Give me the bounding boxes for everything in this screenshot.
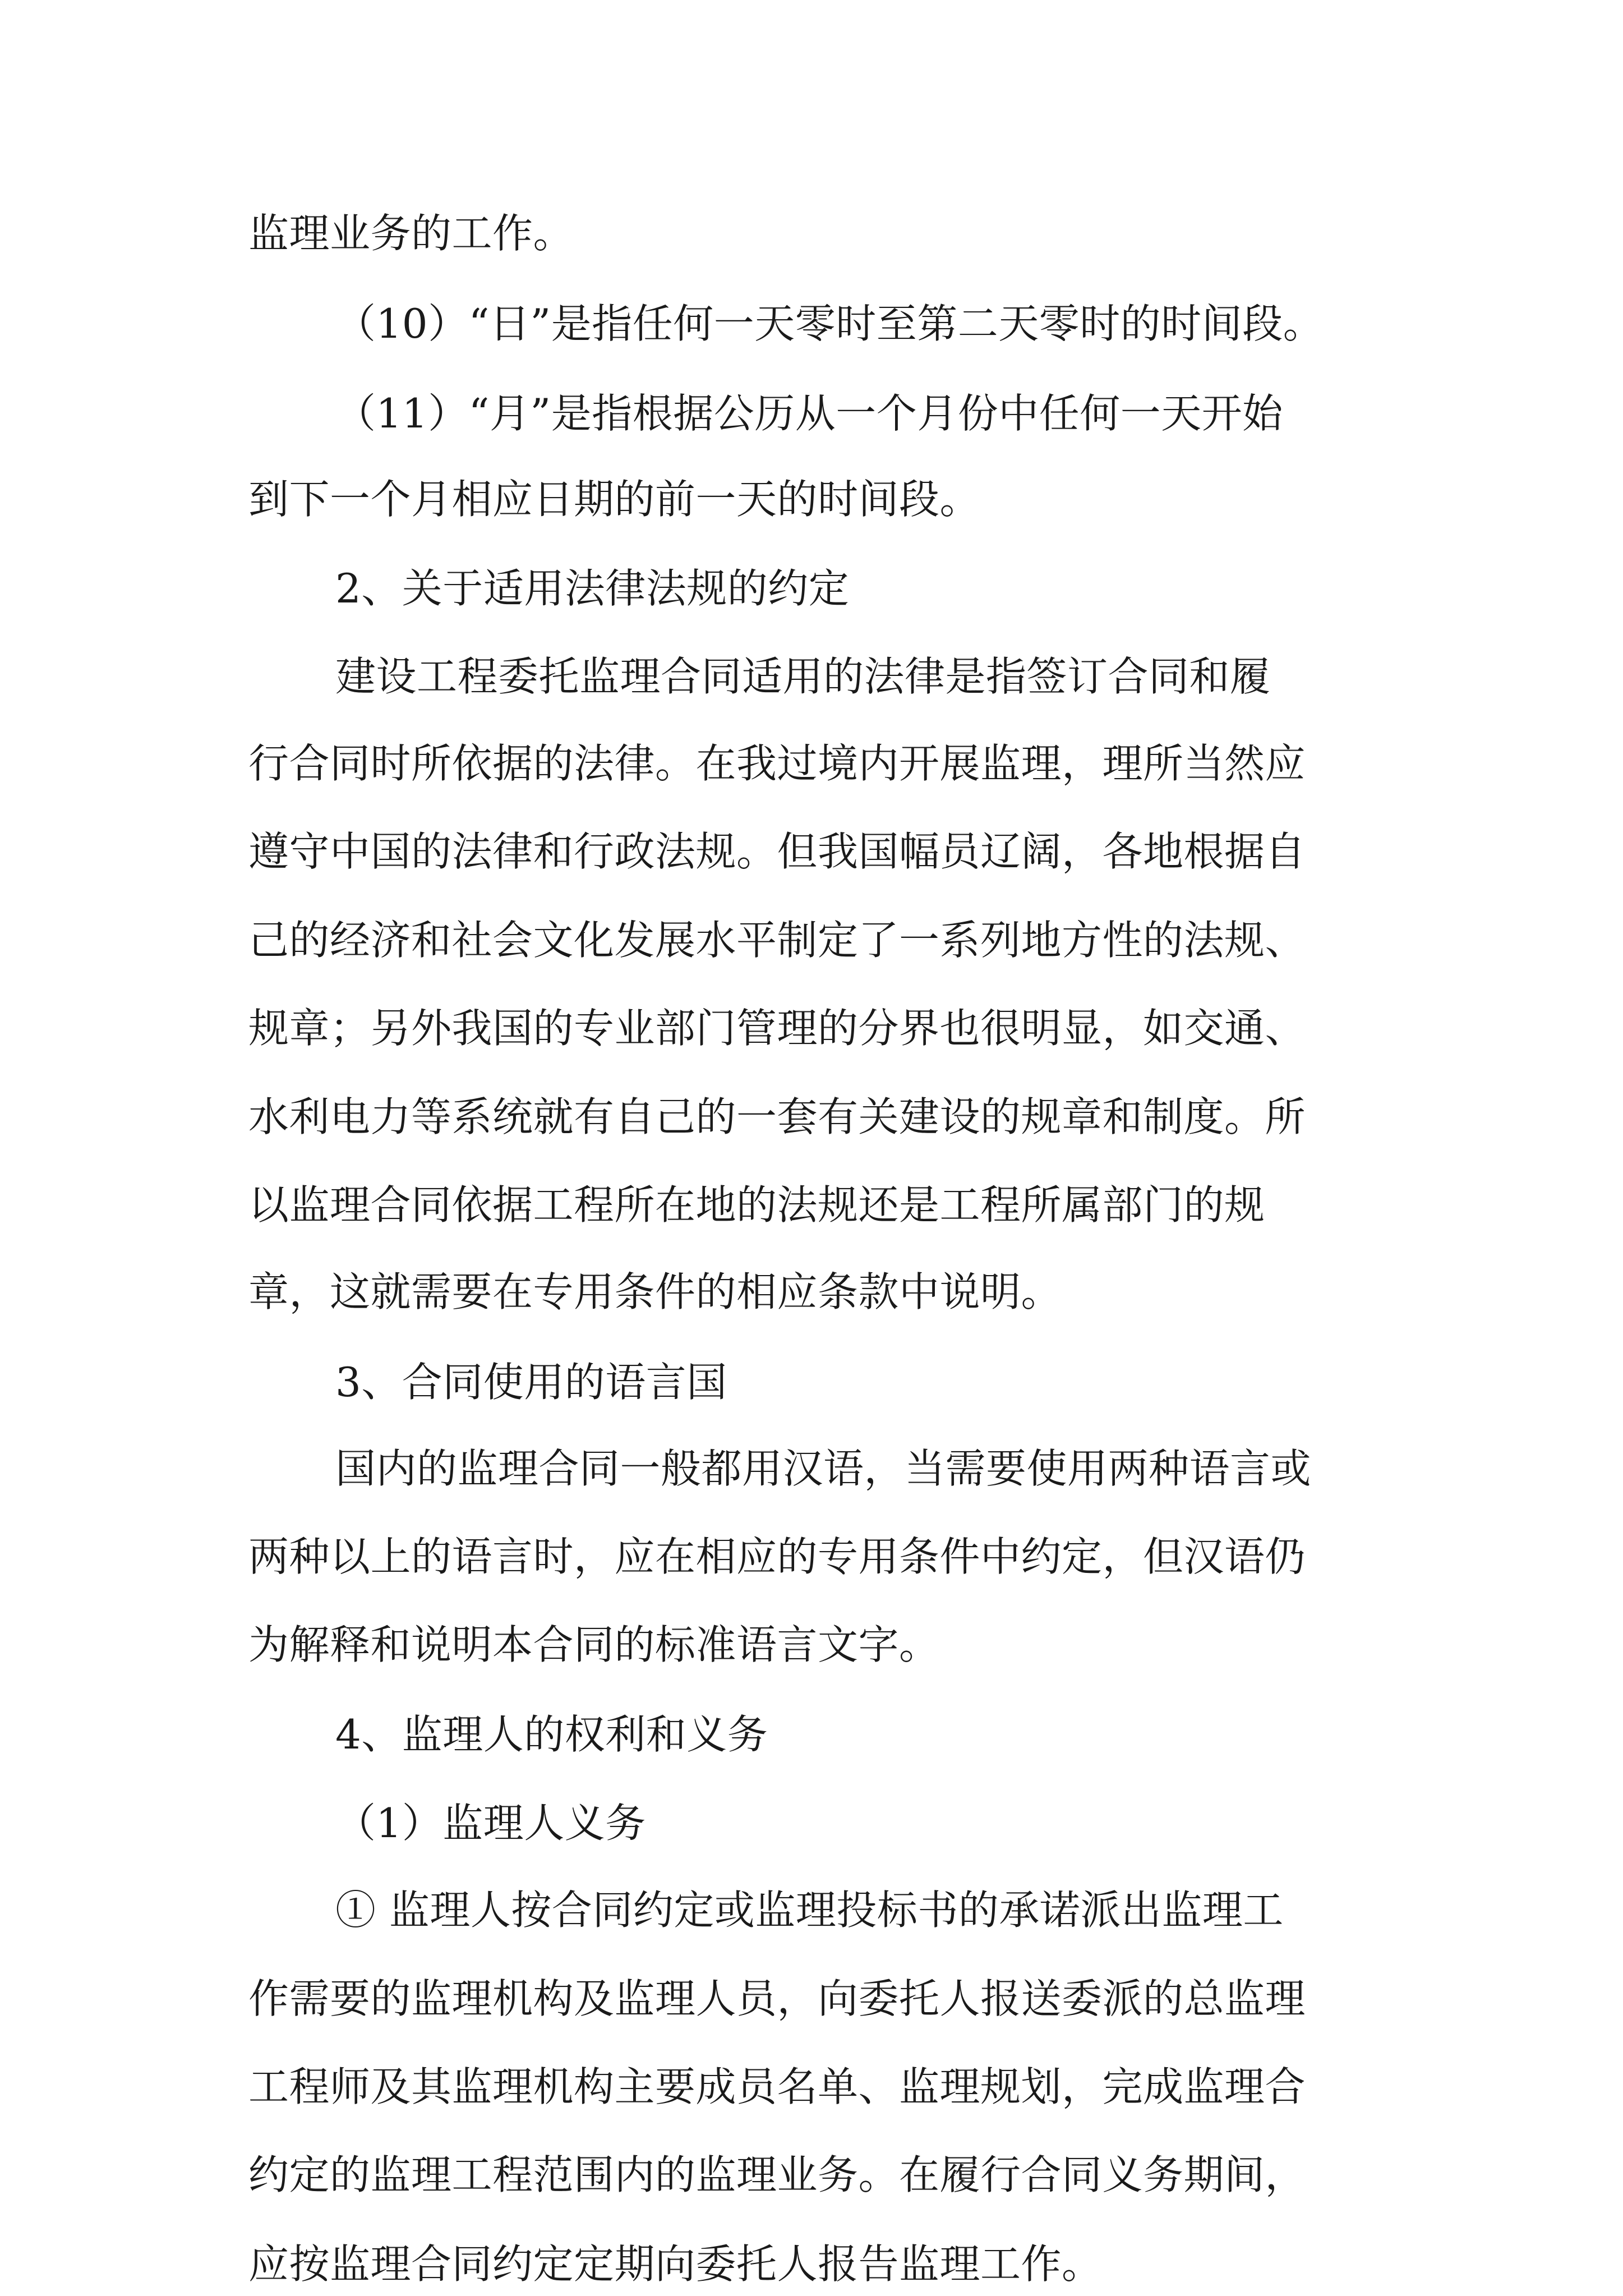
text-line-2: （10）“日”是指任何一天零时至第二天零时的时间段。	[335, 300, 1324, 347]
text-line-11: 水利电力等系统就有自己的一套有关建设的规章和制度。所	[248, 1093, 1306, 1140]
text-line-8: 遵守中国的法律和行政法规。但我国幅员辽阔，各地根据自	[248, 828, 1306, 875]
text-line-6: 建设工程委托监理合同适用的法律是指签订合同和履	[335, 653, 1271, 700]
subsection-heading-1: （1）监理人义务	[335, 1800, 646, 1847]
section-heading-3: 3、合同使用的语言国	[335, 1359, 727, 1406]
text-line-16: 两种以上的语言时，应在相应的专用条件中约定，但汉语仍	[248, 1533, 1306, 1580]
text-line-13: 章，这就需要在专用条件的相应条款中说明。	[248, 1268, 1062, 1315]
text-line-12: 以监理合同依据工程所在地的法规还是工程所属部门的规	[248, 1181, 1265, 1228]
text-line-17: 为解释和说明本合同的标准语言文字。	[248, 1621, 940, 1668]
text-line-1: 监理业务的工作。	[248, 210, 574, 257]
text-line-21: 作需要的监理机构及监理人员，向委托人报送委派的总监理	[248, 1975, 1306, 2022]
text-line-4: 到下一个月相应日期的前一天的时间段。	[248, 476, 981, 523]
text-line-10: 规章；另外我国的专业部门管理的分界也很明显，如交通、	[248, 1005, 1306, 1052]
section-heading-2: 2、关于适用法律法规的约定	[335, 565, 850, 612]
text-line-7: 行合同时所依据的法律。在我过境内开展监理，理所当然应	[248, 740, 1306, 787]
text-line-3: （11）“月”是指根据公历从一个月份中任何一天开始	[335, 390, 1283, 437]
text-line-23: 约定的监理工程范围内的监理业务。在履行合同义务期间，	[248, 2151, 1306, 2198]
text-line-9: 己的经济和社会文化发展水平制定了一系列地方性的法规、	[248, 917, 1306, 964]
text-line-20: ① 监理人按合同约定或监理投标书的承诺派出监理工	[335, 1887, 1284, 1934]
section-heading-4: 4、监理人的权利和义务	[335, 1711, 768, 1758]
text-line-24: 应按监理合同约定定期向委托人报告监理工作。	[248, 2240, 1103, 2288]
text-line-22: 工程师及其监理机构主要成员名单、监理规划，完成监理合	[248, 2063, 1306, 2110]
text-line-15: 国内的监理合同一般都用汉语，当需要使用两种语言或	[335, 1445, 1312, 1492]
